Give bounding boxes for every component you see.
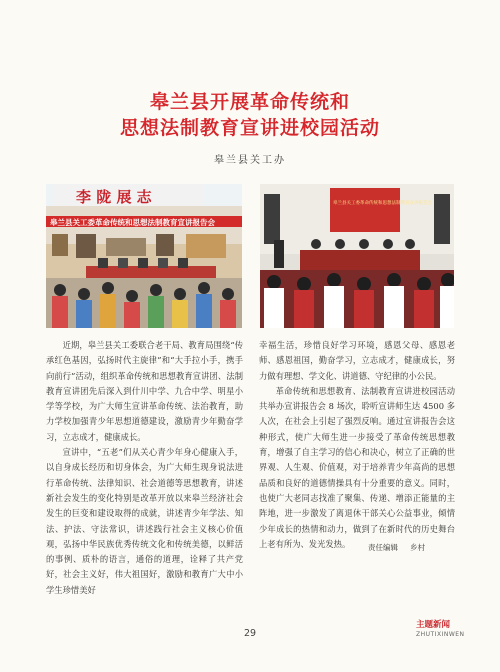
article-column-left bbox=[46, 338, 243, 598]
brand-en: ZHUTIXINWEN bbox=[416, 631, 465, 638]
paragraph: 宣讲中，“五老”们从关心青少年身心健康入手，以自身成长经历和切身体会，为广大师生现身说法进行革命传统、法律知识、社会道德等思想教育，讲述新社会发生的变化特别是改革开放以来皋兰经济社会发生的巨变和建设取得的成就，讲述青少年学法、知法、护法、守法常识，讲述践行社会主义核心价值观，弘扬中华民族优秀传统文化和传统美德，以鲜活的事例、质朴的语言，通俗的道理，诠释了共产党好，社会主义好，伟大祖国好，激励和教育广大中小学生珍惜美好 bbox=[46, 447, 243, 595]
paragraph: 革命传统和思想教育、法制教育宣讲进校园活动共举办宣讲报告会 8 场次，聆听宣讲师生达 4500 多人次，在社会上引起了强烈反响。通过宣讲报告会这种形式，使广大师生进一步接受了革命传统思想教育，增强了自主学习的信心和决心，树立了正确的世界观、人生观、价值观，对于培养青少年高尚的思想品质和良好的道德情操具有十分重要的意义。同时，也使广大老同志找准了聚集、传递、增添正能量的主阵地，进一步激发了离退休干部关心公益事业，倾情少年成长的热情和动力，做到了在新时代的历史舞台上老有所为、发光发热。 bbox=[259, 385, 455, 549]
article-byline: 皋兰县关工办 bbox=[214, 155, 286, 166]
article-title-line-1: 皋兰县开展革命传统和 bbox=[149, 91, 350, 113]
article-title-line-2: 思想法制教育宣讲进校园活动 bbox=[119, 117, 380, 139]
photo-lecture-hall bbox=[260, 184, 454, 328]
banner-text: 皋兰县关工委革命传统和思想法制教育宣讲报告会 bbox=[50, 218, 215, 227]
article-column-right bbox=[259, 338, 455, 552]
screen-text: 皋兰县关工委革命传统和思想法制教育宣讲报告会 bbox=[333, 201, 432, 206]
section-brand bbox=[416, 620, 465, 639]
banner-top-text: 李 陇 展 志 bbox=[76, 188, 152, 206]
editor-credit-label: 责任编辑 bbox=[368, 543, 398, 552]
editor-credit-name: 乡村 bbox=[410, 543, 425, 552]
paragraph: 近期，皋兰县关工委联合老干局、教育局围绕“传承红色基因，弘扬时代主旋律”和“大手拉小手，携手向前行”活动，组织革命传统和思想教育宣讲团、法制教育宣讲团先后深入到什川中学、九合中学、明星小学等学校，为广大师生宣讲革命传统、法治教育，助力学校加强青少年思想道德建设，激励青少年勤奋学习，立志成才，健康成长。 bbox=[46, 340, 243, 442]
editor-credit bbox=[368, 542, 425, 553]
paragraph: 幸福生活，珍惜良好学习环境，感恩父母、感恩老师、感恩祖国，勤奋学习，立志成才，健康成长，努力做有理想、学文化、讲道德、守纪律的小公民。 bbox=[259, 340, 455, 381]
page-number: 29 bbox=[243, 628, 257, 639]
brand-cn: 主题新闻 bbox=[416, 620, 451, 630]
photo-outdoor-assembly bbox=[46, 184, 242, 328]
